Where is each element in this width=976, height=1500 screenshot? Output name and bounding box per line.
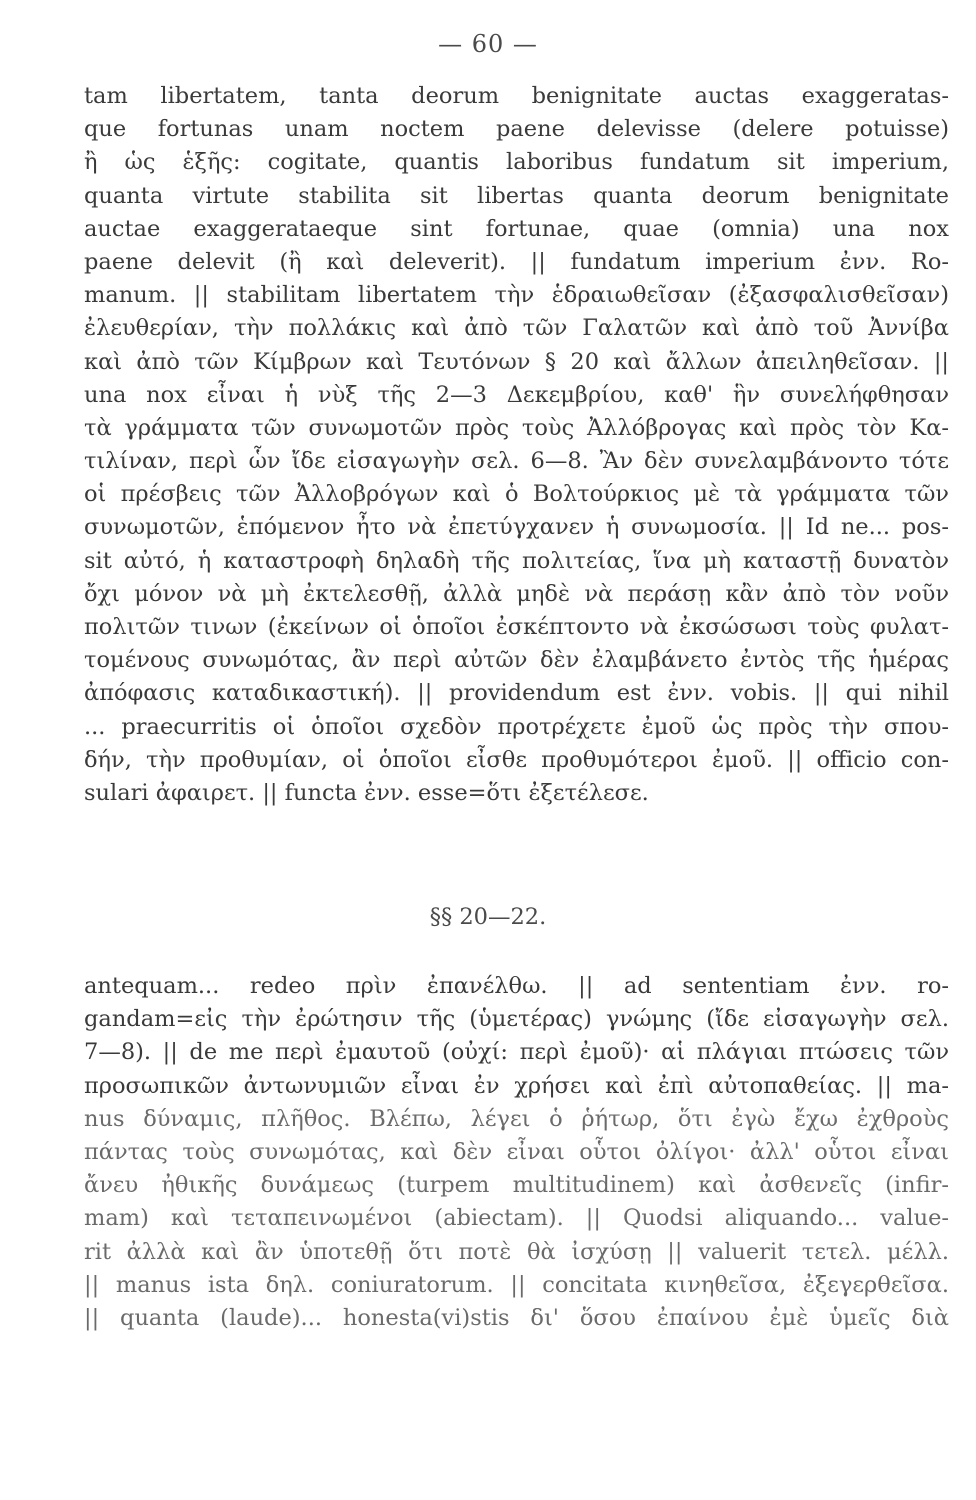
text-line: οἱ πρέσβεις τῶν Ἀλλοβρόγων καὶ ὁ Βολτούρκιος μὲ τὰ γράμματα τῶν bbox=[84, 481, 949, 508]
text-line: τομένους συνωμότας, ἂν περὶ αὐτῶν δὲν ἐλαμβάνετο ἐντὸς τῆς ἡμέρας bbox=[84, 647, 949, 674]
text-line: προσωπικῶν ἀντωνυμιῶν εἶναι ἐν χρήσει καὶ ἐπὶ αὐτοπαθείας. || ma- bbox=[84, 1072, 949, 1099]
text-line: auctae exaggerataeque sint fortunae, quae (omnia) una nox bbox=[84, 215, 949, 242]
text-line: τὰ γράμματα τῶν συνωμοτῶν πρὸς τοὺς Ἀλλόβρογας καὶ πρὸς τὸν Κα- bbox=[84, 414, 949, 441]
text-line: gandam=εἰς τὴν ἐρώτησιν τῆς (ὑμετέρας) γνώμης (ἴδε εἰσαγωγὴν σελ. bbox=[84, 1006, 949, 1033]
text-line: ... praecurritis οἱ ὁποῖοι σχεδὸν προτρέχετε ἐμοῦ ὡς πρὸς τὴν σπου- bbox=[84, 713, 949, 740]
text-line: πάντας τοὺς συνωμότας, καὶ δὲν εἶναι οὗτοι ὀλίγοι· ἀλλ' οὗτοι εἶναι bbox=[84, 1138, 949, 1165]
page-number: — 60 — bbox=[438, 30, 538, 58]
text-line: ἄνευ ἠθικῆς δυνάμεως (turpem multitudinem) καὶ ἀσθενεῖς (infir- bbox=[84, 1172, 949, 1199]
text-line: ἢ ὡς ἑξῆς: cogitate, quantis laboribus fundatum sit imperium, bbox=[84, 149, 949, 176]
text-line: nus δύναμις, πλῆθος. Βλέπω, λέγει ὁ ῥήτωρ, ὅτι ἐγὼ ἔχω ἐχθροὺς bbox=[84, 1105, 949, 1132]
text-line: mam) καὶ τεταπεινωμένοι (abiectam). || Quodsi aliquando... value- bbox=[84, 1205, 949, 1232]
text-line: sulari ἀφαιρετ. || functa ἐνν. esse=ὅτι ἐξετέλεσε. bbox=[84, 779, 649, 806]
text-line: πολιτῶν τινων (ἐκείνων οἱ ὁποῖοι ἐσκέπτοντο νὰ ἐκσώσωσι τοὺς φυλατ- bbox=[84, 614, 949, 640]
text-line: sit αὐτό, ἡ καταστροφὴ δηλαδὴ τῆς πολιτείας, ἵνα μὴ καταστῇ δυνατὸν bbox=[84, 547, 949, 574]
text-line: συνωμοτῶν, ἑπόμενον ἦτο νὰ ἐπετύγχανεν ἡ συνωμοσία. || Id ne... pos- bbox=[84, 514, 949, 541]
text-line: ἀπόφασις καταδικαστική). || providendum est ἐνν. vobis. || qui nihil bbox=[84, 680, 949, 707]
text-line: una nox εἶναι ἡ νὺξ τῆς 2—3 Δεκεμβρίου, καθ' ἣν συνελήφθησαν bbox=[84, 381, 949, 408]
text-line: || manus ista δηλ. coniuratorum. || concitata κινηθεῖσα, ἐξεγερθεῖσα. bbox=[84, 1271, 949, 1298]
text-line: tam libertatem, tanta deorum benignitate auctas exaggeratas- bbox=[84, 83, 949, 109]
text-line: rit ἀλλὰ καὶ ἂν ὑποτεθῇ ὅτι ποτὲ θὰ ἰσχύσῃ || valuerit τετελ. μέλλ. bbox=[84, 1238, 949, 1265]
text-line: || quanta (laude)... honesta(vi)stis δι' ὅσου ἐπαίνου ἐμὲ ὑμεῖς διὰ bbox=[84, 1304, 949, 1331]
text-line: δήν, τὴν προθυμίαν, οἱ ὁποῖοι εἶσθε προθυμότεροι ἐμοῦ. || officio con- bbox=[84, 746, 949, 773]
commentary-block-1 bbox=[84, 80, 949, 810]
text-line: τιλίναν, περὶ ὧν ἴδε εἰσαγωγὴν σελ. 6—8. Ἂν δὲν συνελαμβάνοντο τότε bbox=[84, 448, 949, 475]
text-line: ὄχι μόνον νὰ μὴ ἐκτελεσθῇ, ἀλλὰ μηδὲ νὰ περάσῃ κἂν ἀπὸ τὸν νοῦν bbox=[84, 580, 949, 607]
text-line: καὶ ἀπὸ τῶν Κίμβρων καὶ Τευτόνων § 20 καὶ ἄλλων ἀπειληθεῖσαν. || bbox=[84, 348, 949, 375]
commentary-block-2 bbox=[84, 970, 949, 1335]
text-line: 7—8). || de me περὶ ἐμαυτοῦ (οὐχί: περὶ ἐμοῦ)· αἱ πλάγιαι πτώσεις τῶν bbox=[84, 1039, 949, 1066]
text-line: paene delevit (ἢ καὶ deleverit). || fundatum imperium ἐνν. Ro- bbox=[84, 248, 949, 275]
section-heading: §§ 20—22. bbox=[429, 904, 547, 930]
text-line: antequam... redeo πρὶν ἐπανέλθω. || ad sententiam ἐνν. ro- bbox=[84, 973, 949, 999]
text-line: ἐλευθερίαν, τὴν πολλάκις καὶ ἀπὸ τῶν Γαλατῶν καὶ ἀπὸ τοῦ Ἀννίβα bbox=[84, 315, 949, 342]
text-line: quanta virtute stabilita sit libertas quanta deorum benignitate bbox=[84, 182, 949, 209]
text-line: manum. || stabilitam libertatem τὴν ἑδραιωθεῖσαν (ἐξασφαλισθεῖσαν) bbox=[84, 282, 949, 309]
text-line: que fortunas unam noctem paene delevisse (delere potuisse) bbox=[84, 116, 949, 143]
